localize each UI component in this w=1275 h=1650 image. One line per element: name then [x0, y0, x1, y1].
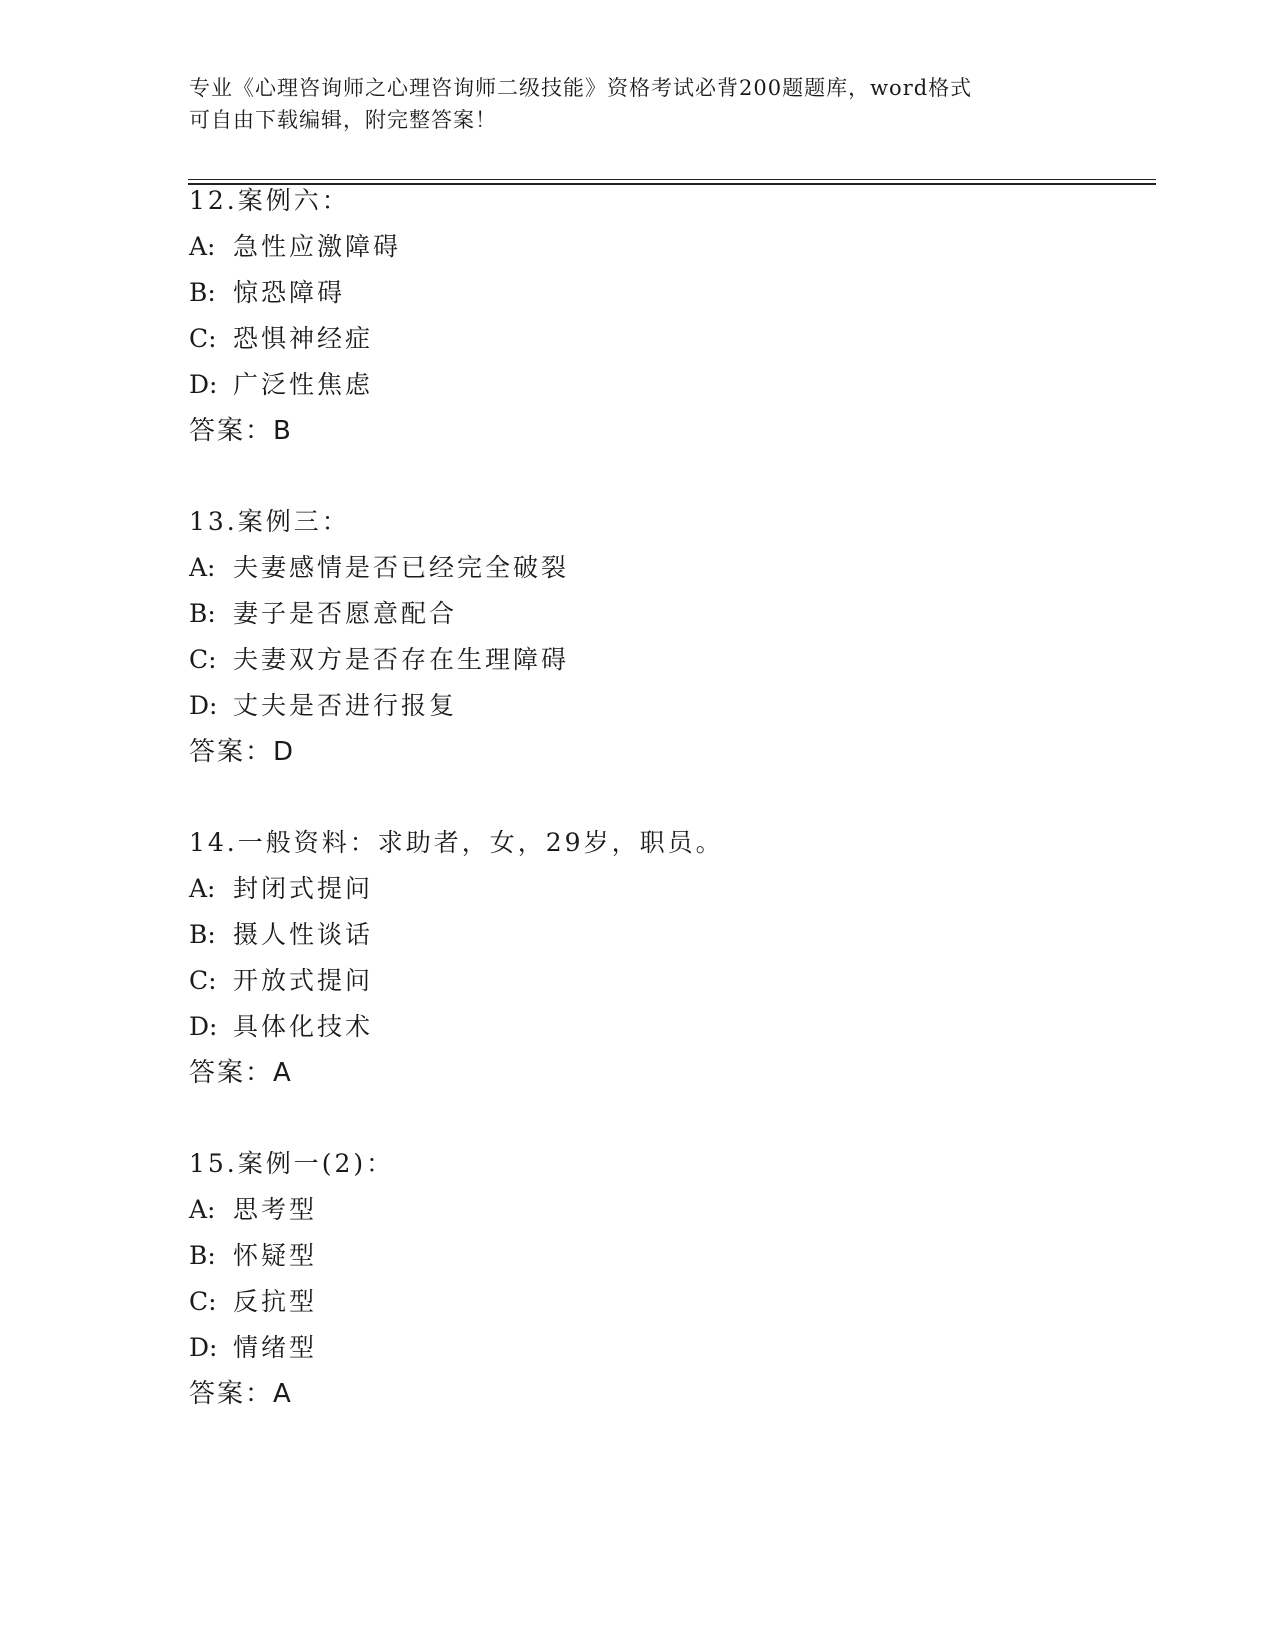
option-b — [189, 270, 1149, 316]
option-text: 封闭式提问 — [233, 874, 374, 903]
question-12 — [189, 178, 1149, 454]
option-a — [189, 1187, 1149, 1233]
answer-label: 答案： — [189, 1379, 274, 1409]
option-letter: B: — [189, 920, 216, 949]
option-d — [189, 1004, 1149, 1050]
option-letter: C: — [189, 1287, 217, 1316]
option-text: 情绪型 — [233, 1333, 318, 1362]
option-letter: D: — [189, 1333, 218, 1362]
answer-line — [189, 729, 1149, 775]
answer-line — [189, 408, 1149, 454]
option-text: 妻子是否愿意配合 — [233, 599, 458, 628]
answer-value: B — [273, 416, 291, 446]
option-letter: C: — [189, 966, 217, 995]
option-letter: A: — [189, 874, 216, 903]
option-a — [189, 224, 1149, 270]
option-letter: B: — [189, 1241, 216, 1270]
option-letter: D: — [189, 370, 218, 399]
option-text: 丈夫是否进行报复 — [233, 691, 458, 720]
option-text: 夫妻感情是否已经完全破裂 — [233, 553, 570, 582]
option-text: 广泛性焦虑 — [233, 370, 374, 399]
option-text: 急性应激障碍 — [233, 232, 402, 261]
answer-value: D — [273, 737, 294, 767]
question-stem: 14.一般资料：求助者，女，29岁，职员。 — [189, 828, 724, 857]
option-letter: B: — [189, 278, 216, 307]
question-15 — [189, 1141, 1149, 1417]
option-d — [189, 362, 1149, 408]
option-letter: A: — [189, 553, 216, 582]
document-header — [189, 72, 1089, 136]
option-text: 惊恐障碍 — [233, 278, 346, 307]
question-stem: 12.案例六： — [189, 186, 350, 215]
option-letter: A: — [189, 232, 216, 261]
option-text: 具体化技术 — [233, 1012, 374, 1041]
option-c — [189, 958, 1149, 1004]
answer-label: 答案： — [189, 1058, 274, 1088]
answer-value: A — [273, 1058, 291, 1088]
question-stem: 13.案例三： — [189, 507, 350, 536]
option-c — [189, 316, 1149, 362]
option-b — [189, 1233, 1149, 1279]
option-text: 反抗型 — [233, 1287, 318, 1316]
question-14 — [189, 820, 1149, 1096]
answer-line — [189, 1371, 1149, 1417]
header-line-1: 专业《心理咨询师之心理咨询师二级技能》资格考试必背200题题库，word格式 — [189, 76, 973, 100]
option-c — [189, 637, 1149, 683]
option-b — [189, 591, 1149, 637]
answer-label: 答案： — [189, 737, 274, 767]
option-d — [189, 683, 1149, 729]
option-text: 恐惧神经症 — [233, 324, 374, 353]
answer-value: A — [273, 1379, 291, 1409]
answer-label: 答案： — [189, 416, 274, 446]
option-letter: D: — [189, 691, 218, 720]
option-letter: B: — [189, 599, 216, 628]
option-b — [189, 912, 1149, 958]
option-letter: C: — [189, 324, 217, 353]
option-text: 怀疑型 — [233, 1241, 318, 1270]
option-d — [189, 1325, 1149, 1371]
header-line-2: 可自由下载编辑，附完整答案！ — [189, 108, 497, 132]
option-a — [189, 545, 1149, 591]
option-text: 开放式提问 — [233, 966, 374, 995]
question-stem: 15.案例一(2)： — [189, 1149, 395, 1178]
option-text: 摄人性谈话 — [233, 920, 374, 949]
option-text: 思考型 — [233, 1195, 318, 1224]
option-text: 夫妻双方是否存在生理障碍 — [233, 645, 570, 674]
option-letter: A: — [189, 1195, 216, 1224]
option-letter: D: — [189, 1012, 218, 1041]
option-c — [189, 1279, 1149, 1325]
question-13 — [189, 499, 1149, 775]
option-letter: C: — [189, 645, 217, 674]
option-a — [189, 866, 1149, 912]
answer-line — [189, 1050, 1149, 1096]
